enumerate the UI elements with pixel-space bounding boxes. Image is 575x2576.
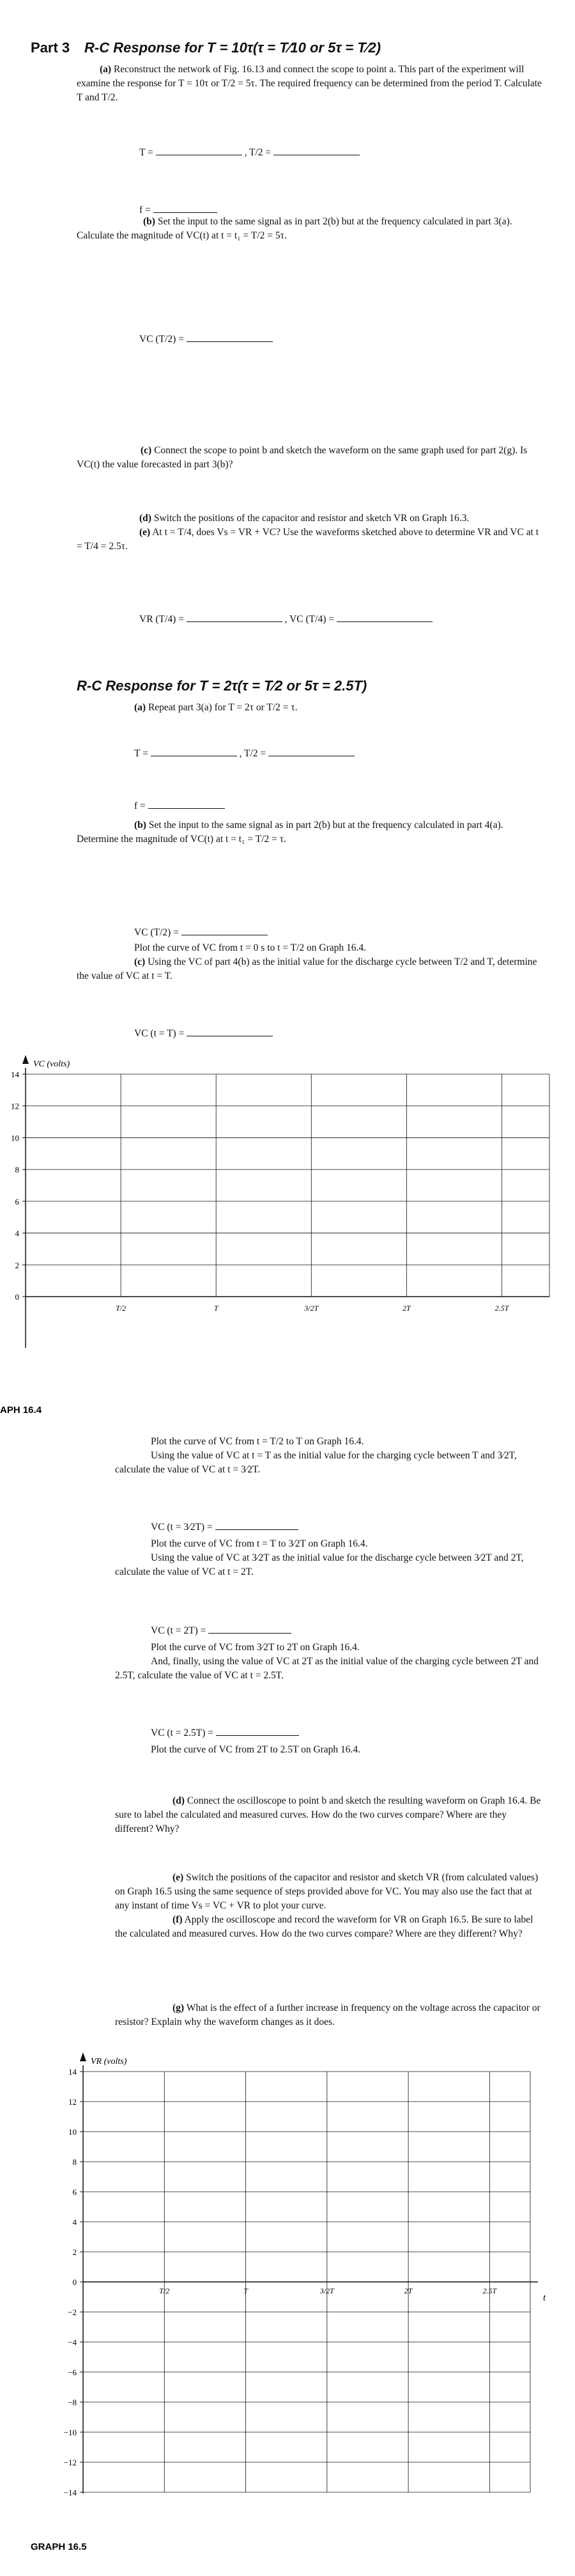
part3-a-tag: (a) [100, 64, 112, 75]
vc-32-label: VC (t = 3⁄2T) = [151, 1522, 213, 1533]
vr-t4-answer-line[interactable] [187, 621, 282, 622]
vc-t2-label: VC (T/2) = [134, 927, 179, 938]
part4-d-text: Connect the oscilloscope to point b and sketch the resulting waveform on Graph 16.4. Be sure to label the calculated and measured curves. How do the two curves compare? Where are they different? Why? [115, 1795, 541, 1834]
part4-a-tag: (a) [134, 702, 146, 713]
part4-g-paragraph [115, 2001, 546, 2029]
part4-f-paragraph [115, 1913, 546, 1941]
x-tick-label: 2T [402, 1304, 411, 1313]
part3-vr-vc-answer [139, 613, 433, 627]
part4-g-tag: (g) [172, 2002, 185, 2013]
part3-e-paragraph [77, 526, 546, 554]
y-tick-labels [11, 1070, 20, 1302]
T2-label: , T/2 = [239, 748, 266, 759]
part3-d-tag: (d) [139, 513, 151, 524]
vc-T-answer-line[interactable] [187, 1035, 273, 1036]
y-tick-label: 10 [11, 1133, 19, 1143]
part4-b-paragraph [77, 818, 546, 847]
T-answer-line[interactable] [151, 755, 237, 756]
part3-a-text: Reconstruct the network of Fig. 16.13 and connect the scope to point a. This part of the experiment will examine the response for T = 10τ or T/2 = 5τ. The required frequency can be determined from the period T. Calculate T and T/2. [77, 64, 542, 103]
y-tick-label: 12 [11, 1101, 19, 1111]
graph-label: APH 16.4 [0, 1405, 42, 1416]
grid [22, 1074, 549, 1297]
y-tick-label: 8 [72, 2157, 77, 2167]
part3-title: R-C Response for T = 10τ(τ = T⁄10 or 5τ = T⁄2) [84, 40, 381, 56]
x-tick-label: 2.5T [494, 1304, 509, 1313]
T2-answer-line[interactable] [268, 755, 355, 756]
y-axis-arrow [80, 2052, 86, 2061]
y-tick-label: 0 [72, 2277, 77, 2287]
vc-t2-answer-line[interactable] [181, 934, 268, 935]
t-axis-label: t [543, 2293, 546, 2303]
part4-charge-text: Using the value of VC at t = T as the initial value for the charging cycle between T and 3⁄2T, calculate the value of VC at t = 3⁄2T. [115, 1450, 517, 1475]
grid [80, 2072, 538, 2492]
part4-vc-25-answer [151, 1726, 299, 1740]
y-tick-label: 6 [72, 2187, 77, 2197]
x-tick-labels [116, 1304, 510, 1313]
part3-T-answer [139, 146, 360, 160]
x-tick-label: 2.5T [482, 2286, 497, 2295]
part3-c-text: Connect the scope to point b and sketch the waveform on the same graph used for part 2(g). Is VC(t) the value forecasted in part 3(b)? [77, 445, 528, 470]
part4-discharge-text: Using the value of VC at 3⁄2T as the initial value for the discharge cycle between 3⁄2T and 2T, calculate the value of VC at t = 2T. [115, 1552, 524, 1577]
T2-label: , T/2 = [244, 147, 272, 158]
part4-e-tag: (e) [172, 1872, 184, 1883]
part4-a-paragraph [134, 701, 298, 715]
vc-T-label: VC (t = T) = [134, 1028, 185, 1039]
part4-d-tag: (d) [172, 1795, 185, 1806]
part4-b-text: Set the input to the same signal as in part 2(b) but at the frequency calculated in part 4(a). Determine the magnitude of VC(t) at t = t₁ = T/2 = τ. [77, 820, 503, 845]
part4-vc-T-answer [134, 1027, 273, 1041]
vc-t4-answer-line[interactable] [337, 621, 433, 622]
graph-16-4 [0, 1049, 575, 1419]
T2-answer-line[interactable] [273, 154, 360, 155]
part4-e-paragraph [115, 1871, 546, 1913]
vc-t2-label: VC (T/2) = [139, 334, 184, 345]
part4-vc-2T-answer [151, 1624, 291, 1638]
graph-label: GRAPH 16.5 [31, 2541, 87, 2552]
y-tick-label: 10 [68, 2127, 77, 2137]
part4-b-tag: (b) [134, 820, 146, 831]
part3-vc-t2-answer [139, 332, 273, 347]
y-tick-label: 4 [72, 2217, 77, 2227]
f-label: f = [139, 205, 151, 215]
part4-vc-t2-answer [134, 926, 268, 940]
y-tick-label: 0 [15, 1292, 19, 1302]
y-tick-label: −12 [63, 2458, 77, 2467]
x-tick-label: 2T [404, 2286, 413, 2295]
part4-T-answer [134, 747, 355, 761]
part3-c-tag: (c) [141, 445, 152, 456]
part4-plot2: Plot the curve of VC from t = T/2 to T on Graph 16.4. [151, 1436, 364, 1447]
vr-t4-label: VR (T/4) = [139, 614, 184, 625]
vc-t2-answer-line[interactable] [187, 341, 273, 342]
part4-d-paragraph [115, 1794, 546, 1836]
y-tick-label: 12 [68, 2097, 77, 2107]
x-tick-labels [159, 2286, 497, 2295]
x-tick-label: T [213, 1304, 218, 1313]
part4-g-text: What is the effect of a further increase in frequency on the voltage across the capacitor or resistor? Explain why the waveform changes as it does. [115, 2002, 540, 2027]
part3-e-text: At t = T/4, does Vs = VR + VC? Use the waveforms sketched above to determine VR and VC at t = T/4 = 2.5τ. [77, 527, 539, 552]
T-label: T = [139, 147, 153, 158]
part4-title: R-C Response for T = 2τ(τ = T⁄2 or 5τ = 2.5T) [77, 678, 367, 694]
part4-plot4: Plot the curve of VC from 3⁄2T to 2T on Graph 16.4. [151, 1642, 360, 1653]
part3-e-tag: (e) [139, 527, 151, 538]
y-tick-label: 2 [15, 1260, 19, 1270]
y-tick-label: 14 [68, 2067, 77, 2077]
vc-25-label: VC (t = 2.5T) = [151, 1728, 213, 1738]
part4-f-text: Apply the oscilloscope and record the waveform for VR on Graph 16.5. Be sure to label the calculated and measured curves. How do the two curves compare? Where are they different? Why? [115, 1914, 533, 1939]
y-tick-label: 4 [15, 1228, 19, 1238]
part4-c-paragraph [77, 955, 546, 983]
part3-b-text: Set the input to the same signal as in part 2(b) but at the frequency calculated in part 3(a). Calculate the magnitude of VC(t) at t = t₁ = T/2 = 5τ. [77, 216, 512, 241]
T-answer-line[interactable] [156, 154, 242, 155]
vc-25-answer-line[interactable] [216, 1735, 299, 1736]
x-tick-label: T [243, 2286, 248, 2295]
x-tick-label: T/2 [159, 2286, 170, 2295]
y-tick-label: −8 [68, 2398, 77, 2407]
vc-2T-label: VC (t = 2T) = [151, 1625, 206, 1636]
T-label: T = [134, 748, 148, 759]
part3-b-paragraph [77, 215, 546, 243]
part4-f-answer [134, 799, 225, 813]
f-label: f = [134, 800, 146, 811]
f-answer-line[interactable] [148, 808, 225, 809]
y-tick-labels [64, 2067, 77, 2497]
part-number: Part 3 [31, 40, 70, 56]
vc-32-answer-line[interactable] [215, 1529, 298, 1530]
y-tick-label: 8 [15, 1165, 19, 1175]
x-tick-label: T/2 [116, 1304, 126, 1313]
y-tick-label: −6 [68, 2368, 77, 2377]
part4-vc-32-answer [151, 1520, 298, 1534]
y-tick-label: 14 [11, 1070, 19, 1079]
y-tick-label: 6 [15, 1196, 19, 1206]
part3-d-text: Switch the positions of the capacitor and resistor and sketch VR on Graph 16.3. [153, 513, 470, 524]
y-tick-label: −2 [68, 2307, 77, 2317]
part4-a-text: Repeat part 3(a) for T = 2τ or T/2 = τ. [148, 702, 298, 713]
graph-16-5 [0, 2046, 575, 2557]
part4-c-tag: (c) [134, 956, 146, 967]
y-tick-label: −14 [63, 2488, 77, 2497]
part3-c-paragraph [77, 444, 546, 472]
vc-2T-answer-line[interactable] [208, 1632, 291, 1634]
part4-e-text: Switch the positions of the capacitor and resistor and sketch VR (from calculated values) on Graph 16.5 using the same sequence of steps provided above for VC. You may also use the fact that at any instant of time Vs = VC + VR to plot your curve. [115, 1872, 539, 1911]
part3-d-paragraph [139, 511, 548, 526]
part4-final-text: And, finally, using the value of VC at 2T as the initial value of the charging cycle between 2T and 2.5T, calculate the value of VC at t = 2.5T. [115, 1656, 539, 1681]
y-axis-arrow [22, 1055, 29, 1064]
part3-a-paragraph [77, 63, 546, 105]
y-axis-label: VR (volts) [91, 2057, 127, 2066]
part3-b-tag: (b) [143, 216, 155, 227]
part4-plot3: Plot the curve of VC from t = T to 3⁄2T on Graph 16.4. [151, 1538, 368, 1549]
part4-c-text: Using the VC of part 4(b) as the initial value for the discharge cycle between T/2 and T, determine the value of VC at t = T. [77, 956, 537, 981]
y-tick-label: 2 [72, 2247, 77, 2257]
y-tick-label: −4 [68, 2338, 77, 2347]
y-axis-label: VC (volts) [33, 1059, 70, 1069]
f-answer-line[interactable] [153, 212, 217, 213]
part4-plot1: Plot the curve of VC from t = 0 s to t = T/2 on Graph 16.4. [134, 942, 367, 953]
y-tick-label: −10 [63, 2428, 77, 2437]
part4-f-tag: (f) [172, 1914, 183, 1925]
x-tick-label: 3/2T [319, 2286, 334, 2295]
x-tick-label: 3/2T [304, 1304, 319, 1313]
vc-t4-label: , VC (T/4) = [284, 614, 334, 625]
part4-plot5: Plot the curve of VC from 2T to 2.5T on Graph 16.4. [151, 1744, 361, 1755]
